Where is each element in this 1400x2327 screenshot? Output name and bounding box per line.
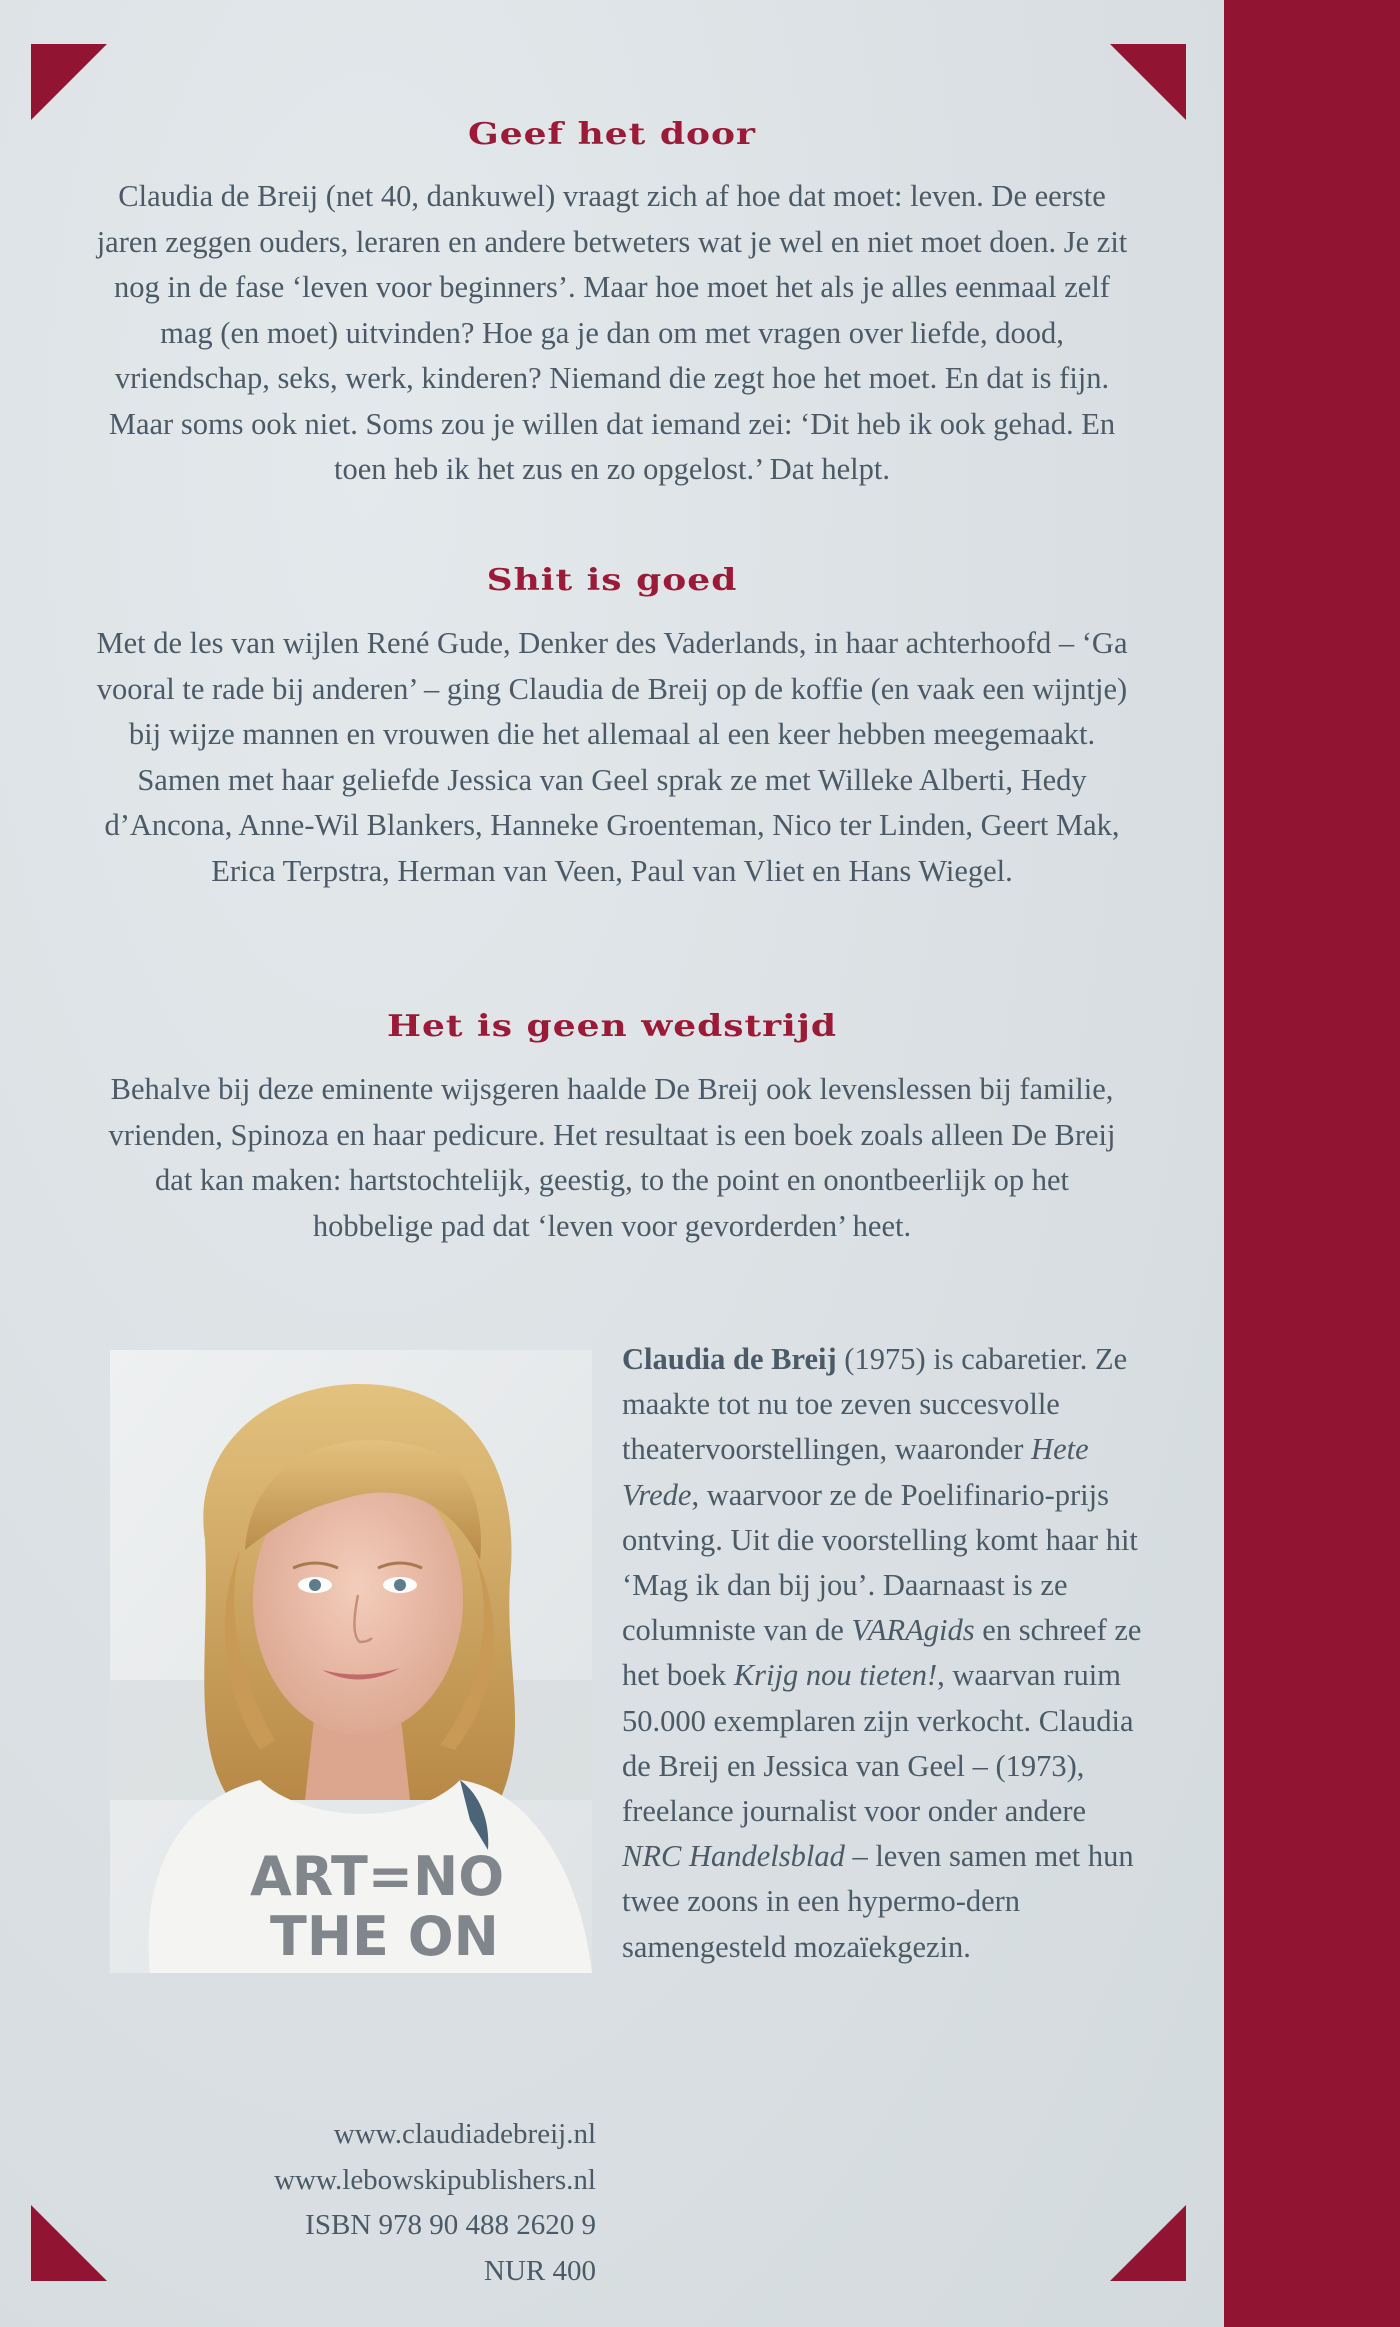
nur-code: NUR 400 (484, 2254, 596, 2287)
bio-title-3: Krijg nou tieten! (733, 1658, 938, 1693)
corner-ornament-top-right (1110, 44, 1186, 120)
bio-text-5: – leven samen met hun twee zoons in een hypermo-dern samengesteld mozaïekgezin. (622, 1839, 1134, 1964)
section-text-2: Met de les van wijlen René Gude, Denker des Vaderlands, in haar achterhoofd – ‘Ga vooral te rade bij anderen’ – ging Claudia de Breij op de koffie (en vaak een wijntje) bij wijze mannen en vrouwen die het allemaal al een keer hebben meegemaakt. Samen met haar geliefde Jessica van Geel sprak ze met Willeke Alberti, Hedy d’Ancona, Anne-Wil Blankers, Hanneke Groenteman, Nico ter Linden, Geert Mak, Erica Terpstra, Herman van Veen, Paul van Vliet en Hans Wiegel. (96, 626, 1128, 888)
author-website: www.claudiadebreij.nl (333, 2118, 596, 2150)
section-heading-1: Geef het door (468, 116, 756, 152)
section-heading-3: Het is geen wedstrijd (386, 1008, 838, 1044)
bio-title-4: NRC Handelsblad (622, 1839, 845, 1874)
publisher-website: www.lebowskipublishers.nl (274, 2163, 596, 2196)
corner-ornament-top-left (31, 44, 107, 120)
section-text-3: Behalve bij deze eminente wijsgeren haalde De Breij ook levenslessen bij familie, vrienden, Spinoza en haar pedicure. Het resultaat is een boek zoals alleen De Breij dat kan maken: hartstochtelijk, geestig, to the point en onontbeerlijk op het hobbelige pad dat ‘leven voor gevorderden’ heet. (108, 1072, 1116, 1243)
spine-band (1224, 0, 1400, 2327)
isbn: ISBN 978 90 488 2620 9 (305, 2209, 596, 2241)
shirt-print-line-2: THE ON (270, 1905, 499, 1968)
section-text-1: Claudia de Breij (net 40, dankuwel) vraagt zich af hoe dat moet: leven. De eerste jaren zeggen ouders, leraren en andere betweters wat je wel en niet moet doen. Je zit nog in de fase ‘leven voor beginners’. Maar hoe moet het als je alles eenmaal zelf mag (en moet) uitvinden? Hoe ga je dan om met vragen over liefde, dood, vriendschap, seks, werk, kinderen? Niemand die zegt hoe het moet. En dat is fijn. Maar soms ook niet. Soms zou je willen dat iemand zei: ‘Dit heb ik ook gehad. En toen heb ik het zus en zo opgelost.’ Dat helpt. (96, 179, 1128, 486)
section-heading-2: Shit is goed (486, 562, 738, 598)
bio-text-2: , waarvoor ze de Poelifinario-prijs ontving. Uit die voorstelling komt haar hit ‘Mag ik dan bij jou’. Daarnaast is ze columniste van de (622, 1477, 1138, 1648)
publication-info (150, 2112, 596, 2294)
bio-title-2: VARAgids (851, 1613, 975, 1648)
bio-text-1: (1975) is cabaretier. Ze maakte tot nu toe zeven succesvolle theatervoorstellingen, waaronder (622, 1342, 1128, 1467)
shirt-print-line-1: ART=NO (250, 1845, 505, 1908)
bio-text-4: , waarvan ruim 50.000 exemplaren zijn verkocht. Claudia de Breij en Jessica van Geel – (1973), freelance journalist voor onder andere (622, 1658, 1134, 1829)
author-bio (622, 1337, 1142, 1970)
bio-title-1: Hete Vrede (622, 1432, 1089, 1512)
author-photo (110, 1350, 592, 1973)
corner-ornament-bottom-right (1110, 2205, 1186, 2281)
corner-ornament-bottom-left (31, 2205, 107, 2281)
author-name: Claudia de Breij (622, 1342, 837, 1376)
bio-text-3: en schreef ze het boek (622, 1613, 1142, 1693)
